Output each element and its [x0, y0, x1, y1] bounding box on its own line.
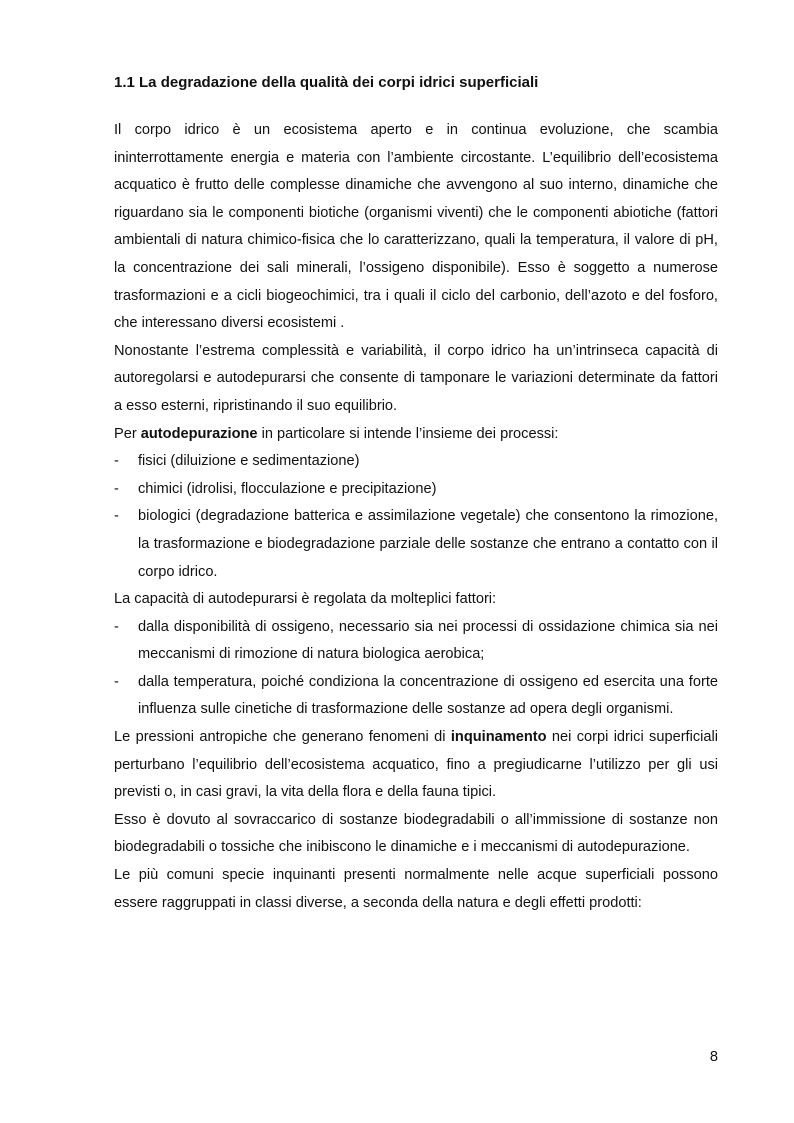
process-list [114, 448, 718, 586]
bold-term-autodepurazione: autodepurazione [140, 425, 258, 442]
list-item-text: dalla temperatura, poiché condiziona la concentrazione di ossigeno ed esercita una forte influenza sulle cinetiche di trasformazione delle sostanze ad opera degli organismi. [138, 673, 718, 718]
bold-term-inquinamento: inquinamento [450, 729, 547, 746]
list-item-text: dalla disponibilità di ossigeno, necessario sia nei processi di ossidazione chimica sia nei meccanismi di rimozione di natura biologica aerobica; [138, 618, 718, 663]
section-title: 1.1 La degradazione della qualità dei corpi idrici superficiali [114, 74, 539, 91]
list-item-text: chimici (idrolisi, flocculazione e precipitazione) [138, 480, 437, 497]
paragraph-self-regulation: Nonostante l’estrema complessità e variabilità, il corpo idrico ha un’intrinseca capacità di autoregolarsi e autodepurarsi che consente di tamponare le variazioni determinate da fattori a esso esterni, ripristinando il suo equilibrio. [114, 342, 718, 414]
list-item [114, 614, 718, 669]
list-dash: - [114, 508, 119, 525]
paragraph-text: Le pressioni antropiche che generano fenomeni di [114, 729, 451, 746]
list-item [114, 476, 718, 504]
paragraph-pollutant-classes: Le più comuni specie inquinanti presenti normalmente nelle acque superficiali possono essere raggruppati in classi diverse, a seconda della natura e degli effetti prodotti: [114, 867, 718, 911]
list-item [114, 448, 718, 476]
body-text [114, 117, 718, 917]
list-dash: - [114, 673, 119, 690]
paragraph-pollution [114, 724, 718, 807]
paragraph-autodepuration [114, 421, 718, 449]
paragraph-text: Per [114, 425, 141, 442]
list-item-text: fisici (diluizione e sedimentazione) [138, 453, 360, 470]
factor-list [114, 614, 718, 724]
list-item [114, 503, 718, 586]
paragraph-text: nei corpi idrici superficiali perturbano l’equilibrio dell’ecosistema acquatico, fino a pregiudicarne l’utilizzo per gli usi previsti o, in casi gravi, la vita della flora e della fauna tipici. [114, 729, 718, 801]
paragraph-factors: La capacità di autodepurarsi è regolata da molteplici fattori: [114, 591, 497, 608]
list-item-text: biologici (degradazione batterica e assimilazione vegetale) che consentono la rimozione, la trasformazione e biodegradazione parziale delle sostanze che entrano a contatto con il corpo idrico. [138, 508, 718, 580]
list-dash: - [114, 618, 119, 635]
paragraph-intro: Il corpo idrico è un ecosistema aperto e in continua evoluzione, che scambia ininterrottamente energia e materia con l’ambiente circostante. L’equilibrio dell’ecosistema acquatico è frutto delle complesse dinamiche che avvengono al suo interno, dinamiche che riguardano sia le componenti biotiche (organismi viventi) che le componenti abiotiche (fattori ambientali di natura chimico-fisica che lo caratterizzano, quali la temperatura, il valore di pH, la concentrazione dei sali minerali, l’ossigeno disponibile). Esso è soggetto a numerose trasformazioni e a cicli biogeochimici, tra i quali il ciclo del carbonio, dell’azoto e del fosforo, che interessano diversi ecosistemi . [114, 122, 718, 332]
paragraph-overload: Esso è dovuto al sovraccarico di sostanze biodegradabili o all’immissione di sostanze non biodegradabili o tossiche che inibiscono le dinamiche e i meccanismi di autodepurazione. [114, 811, 718, 856]
list-dash: - [114, 453, 119, 470]
list-dash: - [114, 480, 119, 497]
page-number: 8 [709, 1049, 718, 1065]
paragraph-text: in particolare si intende l’insieme dei processi: [257, 425, 559, 442]
list-item [114, 669, 718, 724]
